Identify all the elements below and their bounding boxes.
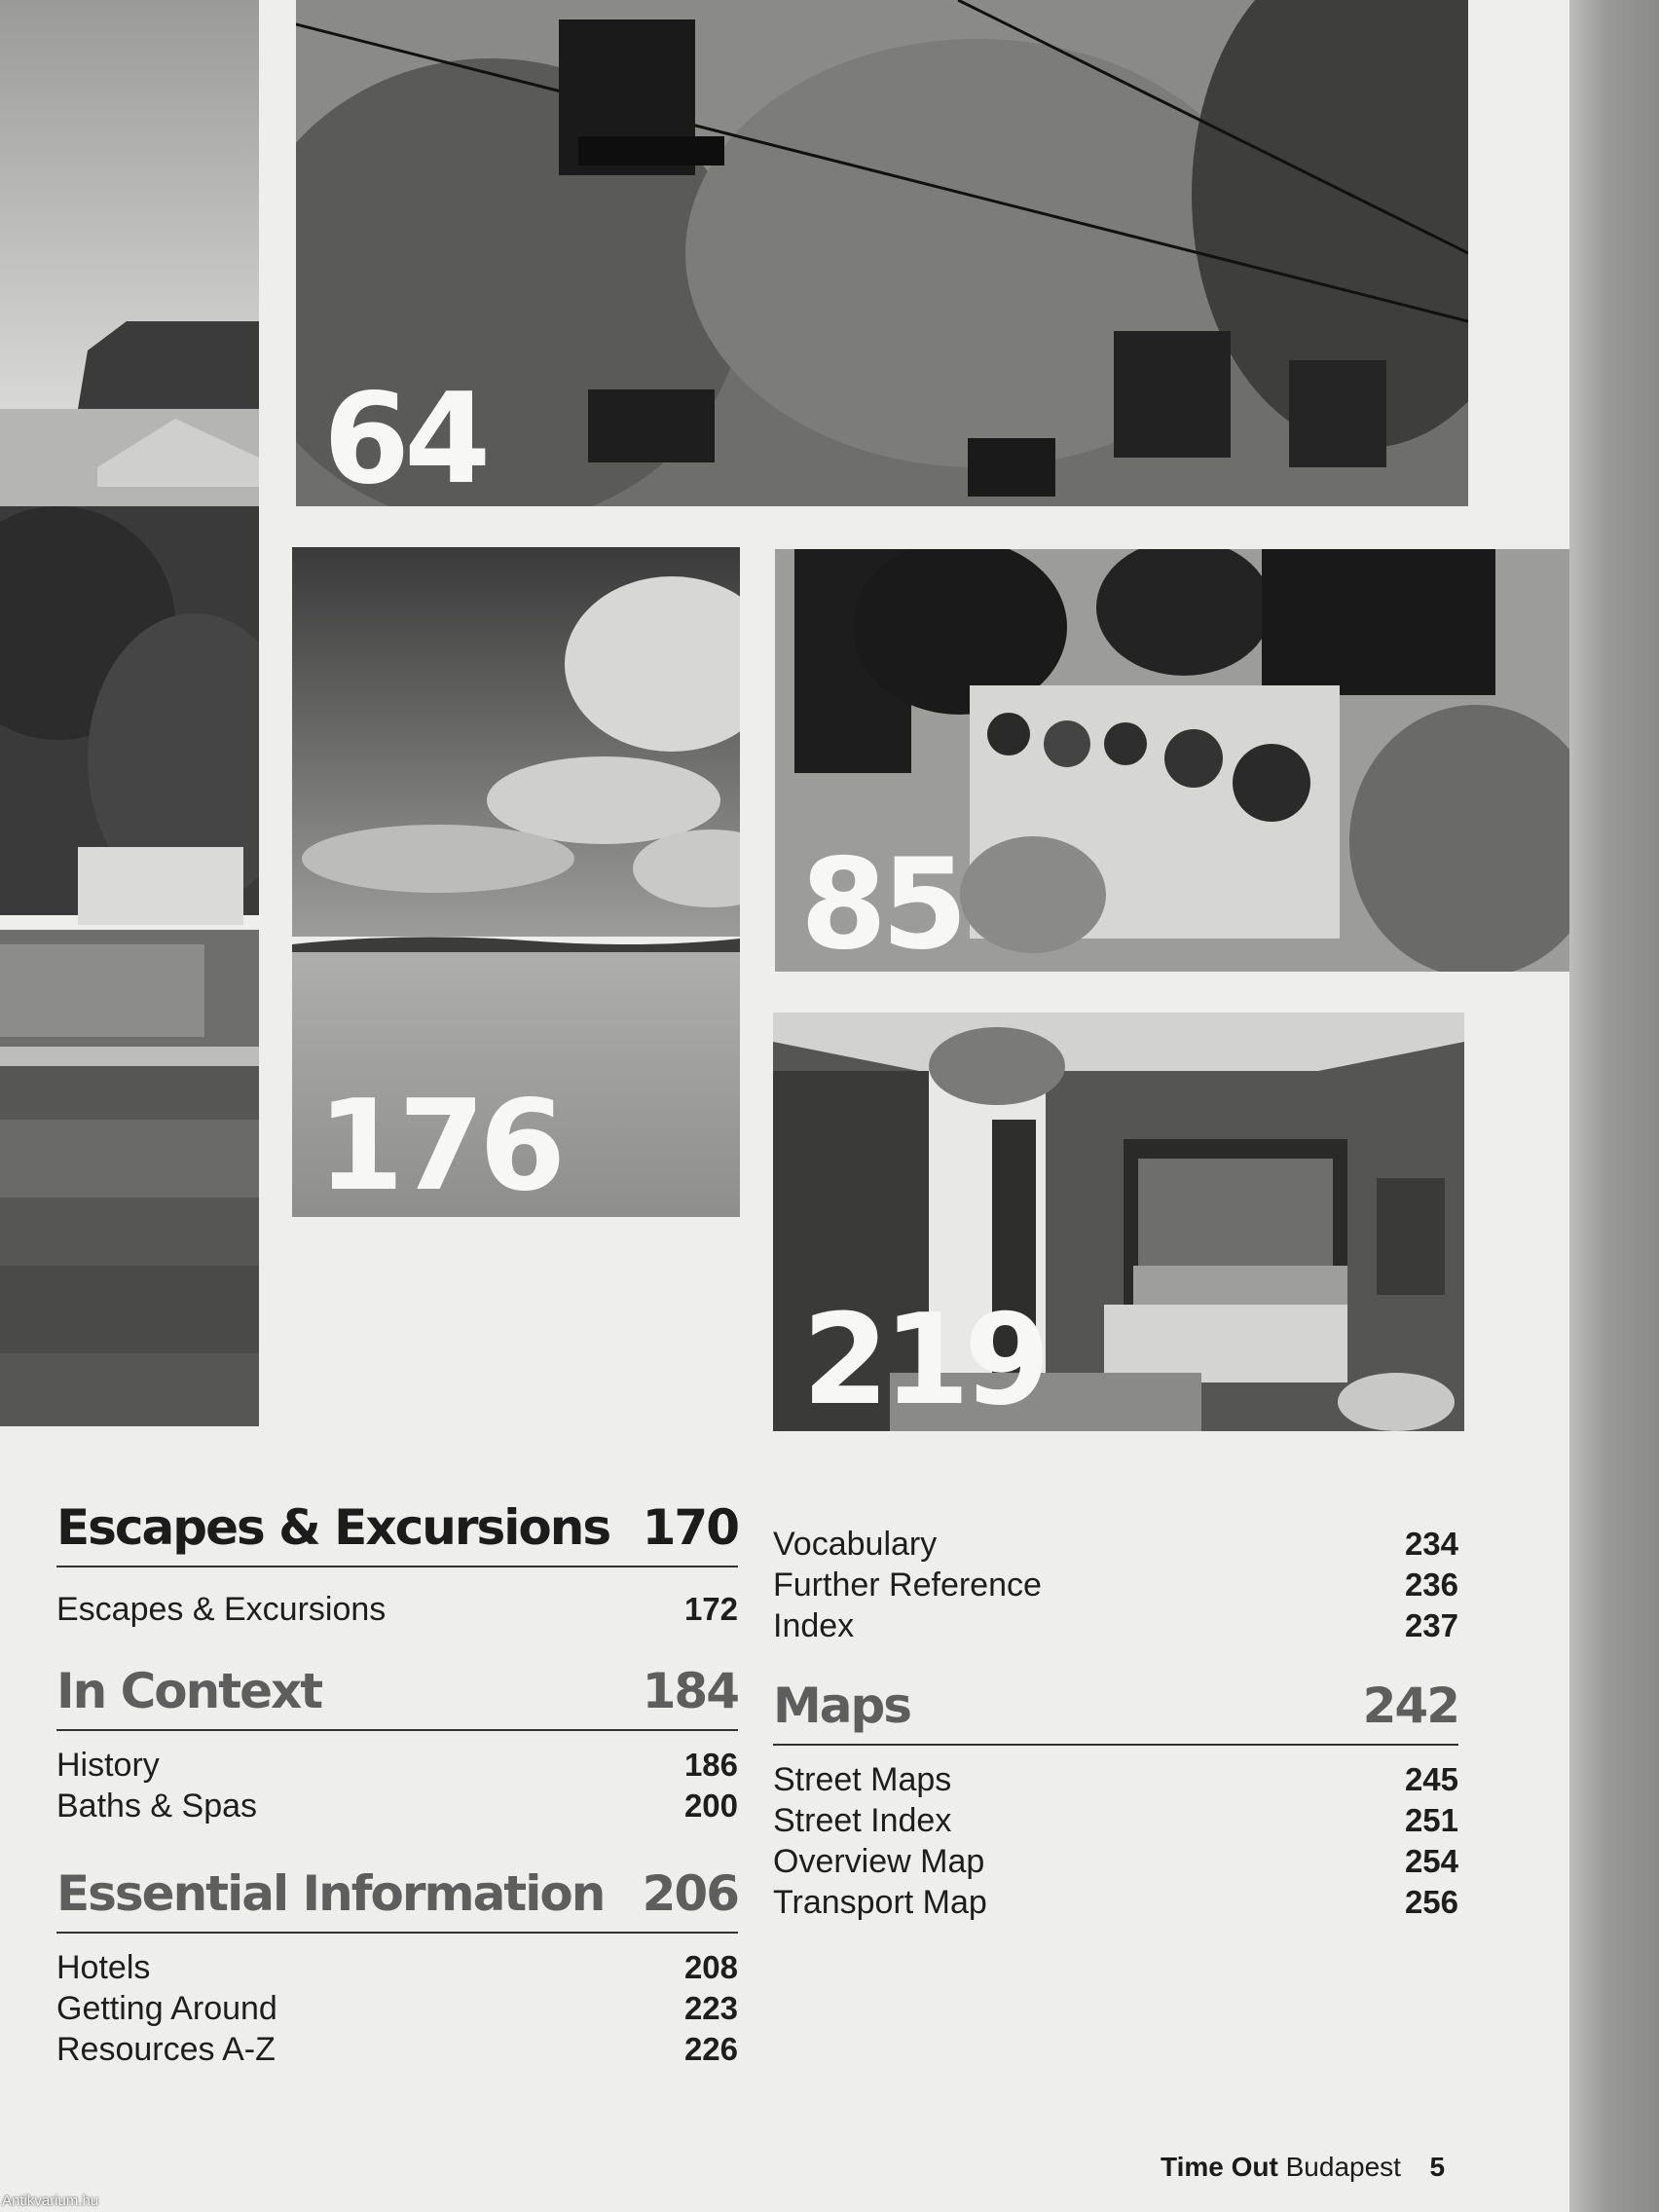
- section-page: 184: [642, 1663, 738, 1719]
- entry-page: 200: [683, 1788, 738, 1824]
- entry-label: Vocabulary: [773, 1526, 938, 1563]
- toc-entry[interactable]: [56, 1947, 738, 1988]
- entry-label: Getting Around: [56, 1990, 277, 2027]
- entry-label: History: [56, 1747, 160, 1784]
- section-heading: [773, 1677, 1458, 1746]
- entry-label: Transport Map: [773, 1884, 987, 1921]
- page-edge-shadow: [1569, 0, 1659, 2212]
- section-heading: [56, 1499, 738, 1567]
- entry-page: 236: [1404, 1567, 1458, 1603]
- entry-page: 226: [683, 2031, 738, 2067]
- section-page: 206: [642, 1865, 738, 1922]
- entry-label: Hotels: [56, 1949, 151, 1986]
- photo-page-number: 64: [323, 367, 486, 506]
- toc-entry[interactable]: [773, 1759, 1458, 1800]
- toc-entry[interactable]: [773, 1605, 1458, 1646]
- section-title: Maps: [773, 1677, 911, 1734]
- photo-page-number: 85: [800, 832, 963, 972]
- entry-label: Index: [773, 1607, 855, 1644]
- toc-section-maps: [773, 1677, 1458, 1923]
- entry-label: Street Index: [773, 1802, 952, 1839]
- entry-page: 256: [1404, 1884, 1458, 1920]
- entry-page: 223: [683, 1990, 738, 2026]
- watermark: Antikvarium.hu: [2, 2193, 99, 2209]
- section-title: In Context: [56, 1663, 322, 1719]
- toc-entry[interactable]: [773, 1524, 1458, 1565]
- toc-entry[interactable]: [56, 1786, 738, 1826]
- toc-entry[interactable]: [773, 1565, 1458, 1605]
- toc-entry[interactable]: [56, 2029, 738, 2070]
- toc-standalone-entries: [773, 1524, 1458, 1646]
- footer-page-number: 5: [1429, 2152, 1446, 2182]
- page-footer: [1161, 2152, 1445, 2183]
- toc-column-left: [56, 1499, 738, 2070]
- photo-lake: [292, 547, 740, 1217]
- toc-entry[interactable]: [773, 1882, 1458, 1923]
- entry-page: 234: [1404, 1526, 1458, 1562]
- entry-label: Baths & Spas: [56, 1788, 258, 1825]
- entry-page: 254: [1404, 1843, 1458, 1879]
- toc-entry[interactable]: [773, 1841, 1458, 1882]
- entry-label: Escapes & Excursions: [56, 1591, 387, 1628]
- footer-city: Budapest: [1285, 2152, 1401, 2182]
- photo-market: [775, 549, 1581, 972]
- toc-section-essential: [56, 1865, 738, 2070]
- toc-entry[interactable]: [56, 1988, 738, 2029]
- footer-brand: Time Out: [1161, 2152, 1278, 2182]
- section-page: 242: [1362, 1677, 1458, 1734]
- toc-section-in-context: [56, 1663, 738, 1826]
- entry-page: 251: [1404, 1802, 1458, 1838]
- entry-label: Resources A-Z: [56, 2031, 276, 2068]
- toc-entry[interactable]: [773, 1800, 1458, 1841]
- entry-label: Overview Map: [773, 1843, 985, 1880]
- photo-hotel-room: [773, 1013, 1464, 1431]
- entry-page: 172: [683, 1591, 738, 1627]
- photo-page-number: 219: [802, 1288, 1046, 1431]
- entry-page: 237: [1404, 1607, 1458, 1643]
- section-heading: [56, 1865, 738, 1934]
- section-page: 170: [642, 1499, 738, 1556]
- entry-page: 245: [1404, 1761, 1458, 1797]
- entry-page: 186: [683, 1747, 738, 1783]
- photo-page-number: 176: [317, 1074, 561, 1217]
- entry-label: Street Maps: [773, 1761, 952, 1798]
- section-title: Essential Information: [56, 1865, 605, 1922]
- photo-riverside-building: [0, 0, 259, 1426]
- section-title: Escapes & Excursions: [56, 1499, 610, 1556]
- toc-entry[interactable]: [56, 1589, 738, 1630]
- section-heading: [56, 1663, 738, 1731]
- toc-section-escapes: [56, 1499, 738, 1630]
- photo-chairlift: [296, 0, 1468, 506]
- entry-page: 208: [683, 1949, 738, 1985]
- toc-column-right: [773, 1524, 1458, 1923]
- entry-label: Further Reference: [773, 1567, 1042, 1604]
- toc-entry[interactable]: [56, 1745, 738, 1786]
